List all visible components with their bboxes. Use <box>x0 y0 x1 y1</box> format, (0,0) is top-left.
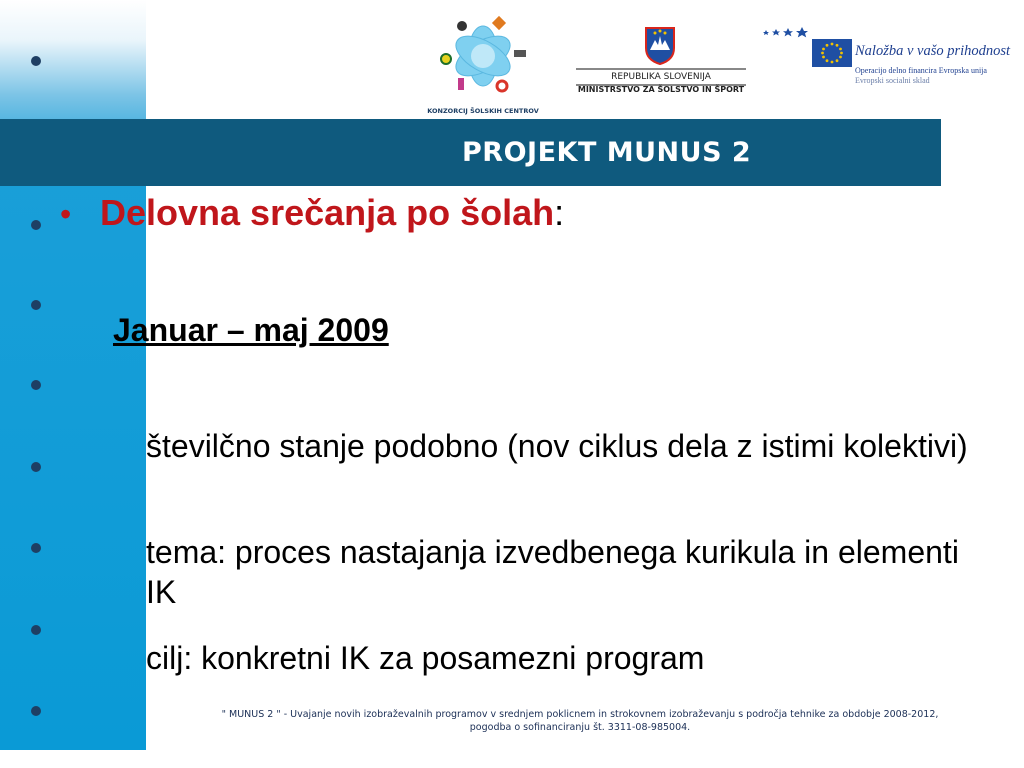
side-dot <box>31 300 41 310</box>
side-dot <box>31 625 41 635</box>
list-item: tema: proces nastajanja izvedbenega kurikula in elementi IK <box>146 534 959 610</box>
heading-text: Delovna srečanja po šolah <box>100 192 555 233</box>
page-title: PROJEKT MUNUS 2 <box>462 137 752 168</box>
side-dot <box>31 380 41 390</box>
date-range-heading: Januar – maj 2009 <box>113 312 389 348</box>
list-item: številčno stanje podobno (nov ciklus dela z istimi kolektivi) <box>146 428 968 464</box>
side-band <box>0 0 146 750</box>
slovenia-crest-icon <box>643 26 677 66</box>
konzorcij-label: KONZORCIJ ŠOLSKIH CENTROV <box>427 107 539 115</box>
eu-stars-trail-icon <box>762 25 818 39</box>
slide-heading <box>100 192 564 234</box>
side-dot <box>31 462 41 472</box>
side-dot <box>31 56 41 66</box>
footer-line2: pogodba o sofinanciranju št. 3311-08-985004. <box>469 722 691 733</box>
list-item: cilj: konkretni IK za posamezni program <box>146 640 705 676</box>
bullet-icon: • <box>60 196 72 232</box>
eu-flag-icon <box>812 39 852 67</box>
eu-title: Naložba v vašo prihodnost <box>855 43 1011 59</box>
heading-colon: : <box>554 192 565 233</box>
rs-line2: MINISTRSTVO ZA ŠOLSTVO IN ŠPORT <box>577 85 745 94</box>
rs-line1: REPUBLIKA SLOVENIJA <box>611 72 711 82</box>
footer-line1: " MUNUS 2 " - Uvajanje novih izobraževalnih programov v srednjem poklicnem in strokovnem izobraževanju s področja tehnike za obdobje 2008-2012, <box>221 709 939 720</box>
konzorcij-logo <box>422 4 544 120</box>
side-dot <box>31 706 41 716</box>
rs-divider <box>576 68 746 70</box>
footer-note <box>210 708 950 734</box>
eu-subtitle: Operacijo delno financira Evropska unija <box>855 66 987 75</box>
eu-subtitle-fund: Evropski socialni sklad <box>855 76 930 85</box>
side-dot <box>31 220 41 230</box>
side-dot <box>31 543 41 553</box>
